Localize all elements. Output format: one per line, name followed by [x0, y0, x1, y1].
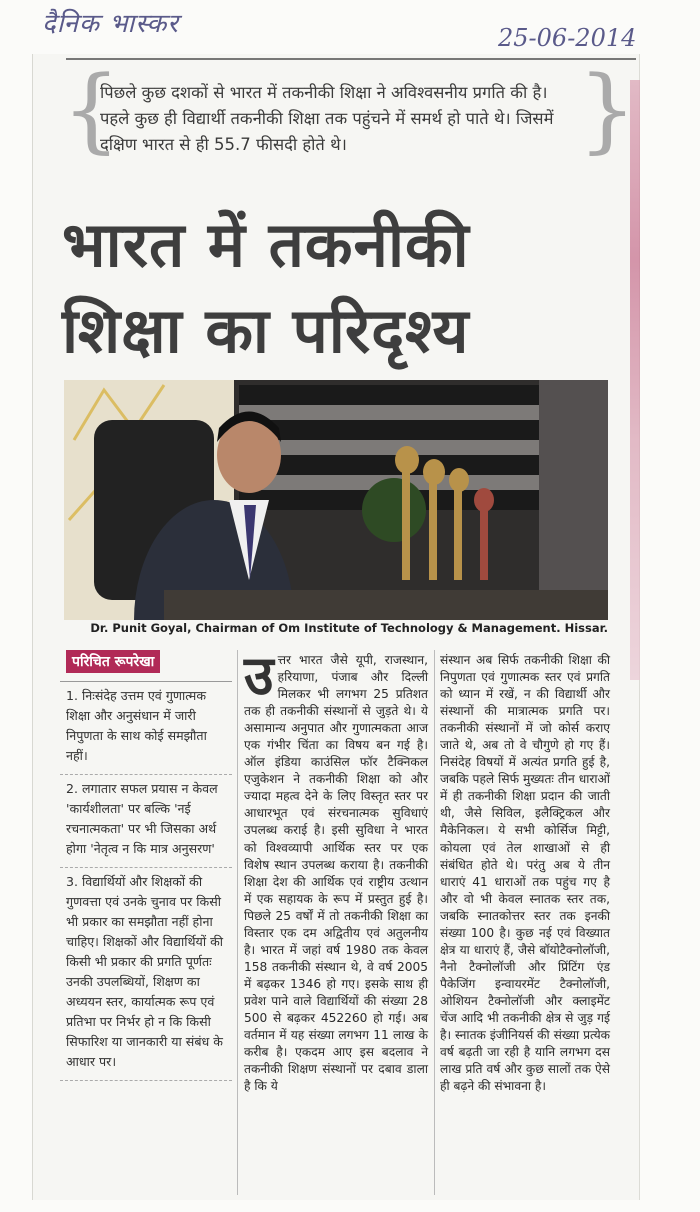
article-column-middle [244, 644, 428, 1095]
clipping-date: 25-06-2014 [498, 24, 637, 52]
column-divider [434, 650, 435, 1195]
intro-paragraph: पिछले कुछ दशकों से भारत में तकनीकी शिक्षा ने अविश्वसनीय प्रगति की है। पहले कुछ ही विद्यार्थी तकनीकी शिक्षा तक पहुंचने में समर्थ हो पाते थे। जिसमें दक्षिण भारत से ही 55.7 फीसदी होते थे। [100, 83, 554, 154]
sidebar-list [60, 681, 232, 1081]
list-item: 1. निःसंदेह उत्तम एवं गुणात्मक शिक्षा और अनुसंधान में जारी निपुणता के साथ कोई समझौता नहीं। [60, 682, 232, 775]
photo-caption: Dr. Punit Goyal, Chairman of Om Institute of Technology & Management. Hissar. [90, 621, 608, 635]
list-item: 2. लगातार सफल प्रयास न केवल 'कार्यशीलता' पर बल्कि 'नई रचनात्मकता' पर भी जिसका अर्थ होगा 'नेतृत्व न कि मात्र अनुसरण' [60, 775, 232, 868]
left-brace-ornament: { [62, 56, 121, 163]
portrait-photo [64, 380, 608, 620]
top-rule [66, 58, 636, 60]
page-edge [630, 80, 640, 680]
right-brace-ornament: } [578, 56, 637, 163]
profile-sidebar [60, 650, 232, 1190]
article-text-middle: त्तर भारत जैसे यूपी, राजस्थान, हरियाणा, पंजाब और दिल्ली मिलकर भी लगभग 25 प्रतिशत तक ही तकनीकी संस्थानों से जुड़ते थे। ये असामान्य अनुपात और गुणात्मकता आज एक गंभीर चिंता का विषय बन गई है। ऑल इंडिया काउंसिल फॉर टैक्निकल एजुकेशन ने तकनीकी शिक्षा को और ज्यादा महत्व देने के लिए विस्तृत स्तर पर आधारभूत एवं संरचनात्मक सुविधाएं उपलब्ध कराई है। इसी सुविधा ने भारत को विश्वव्यापी आर्थिक स्तर पर एक विशेष स्थान उपलब्ध कराया है। तकनीकी शिक्षा देश की आर्थिक एवं राष्ट्रीय उत्थान में एक सहायक के रूप में प्रस्तुत हुई है। पिछले 25 वर्षों में तो तकनीकी शिक्षा का विस्तार एक दम अद्वितीय एवं अतुलनीय है। भारत में जहां वर्ष 1980 तक केवल 158 तकनीकी संस्थान थे, वे वर्ष 2005 में बढ़कर 1346 हो गए। इसके साथ ही प्रवेश पाने वाले विद्यार्थियों की संख्या 28 500 से बढ़कर 452260 हो गई। अब वर्तमान में यह संख्या लगभग 11 लाख के करीब है। एकदम आए इस बदलाव ने तकनीकी शिक्षण संस्थानों पर दबाव डाला है कि ये [244, 653, 428, 1094]
headline [62, 202, 632, 374]
office-scene-illustration [64, 380, 608, 620]
article-column-right: संस्थान अब सिर्फ तकनीकी शिक्षा की निपुणता एवं गुणात्मक स्तर एवं प्रगति को ध्यान में रखें, न की विद्यार्थी और संस्थानों की मात्रात्मक प्रगति पर। तकनीकी संस्थानों में जो कोर्स कराए जाते थे, अब तो वे चौगुणे हो गए हैं। निसंदेह विषयों में अत्यंत प्रगति हुई है, जबकि पहले सिर्फ मुख्यतः तीन धाराओं में ही तकनीकी शिक्षा प्रदान की जाती थी, जैसे सिविल, इलैक्ट्रिकल और मैकेनिकल। ये सभी कोर्सिज मिट्टी, कोयला एवं तेल शाखाओं से ही संबंधित होते थे। परंतु अब ये तीन धाराएं 41 धाराओं तक पहुंच गए है और वो भी केवल स्नातक स्तर तक, जबकि स्नातकोत्तर स्तर तक इनकी संख्या 100 है। कुछ नई एवं विख्यात क्षेत्र या धाराएं हैं, जैसे बॉयोटैक्नोलॉजी, नैनो टैक्नोलॉजी और प्रिंटिंग एंड पैकेजिंग इन्वायरमेंट टैक्नोलॉजी, ओशियन टैक्नोलॉजी और क्लाइमेंट चेंज आदि भी तकनीकी क्षेत्र से जुड़ गई है। स्नातक इंजीनियर्स की संख्या प्रत्येक वर्ष बढ़ती जा रही है यानि लगभग दस लाख प्रति वर्ष और कुछ सालों तक ऐसे ही बढ़ने की संभावना है। [440, 653, 610, 1094]
newspaper-name: दैनिक भास्कर [42, 9, 179, 39]
headline-line-2: शिक्षा का परिदृश्य [62, 294, 470, 367]
column-divider [237, 650, 238, 1195]
drop-cap: उ [244, 644, 274, 707]
list-item: 3. विद्यार्थियों और शिक्षकों की गुणवत्ता एवं उनके चुनाव पर किसी भी प्रकार का समझौता नहीं होना चाहिए। शिक्षकों और विद्यार्थियों की किसी भी प्रकार की प्रगति पूर्णतः उनकी उपलब्धियों, शिक्षण का अध्ययन स्तर, कार्यात्मक रूप एवं प्रतिभा पर निर्भर हो न कि किसी सिफारिश या जानकारी या संबंध के आधार पर। [60, 868, 232, 1081]
sidebar-title: परिचित रूपरेखा [66, 650, 160, 673]
headline-line-1: भारत में तकनीकी [62, 208, 470, 281]
